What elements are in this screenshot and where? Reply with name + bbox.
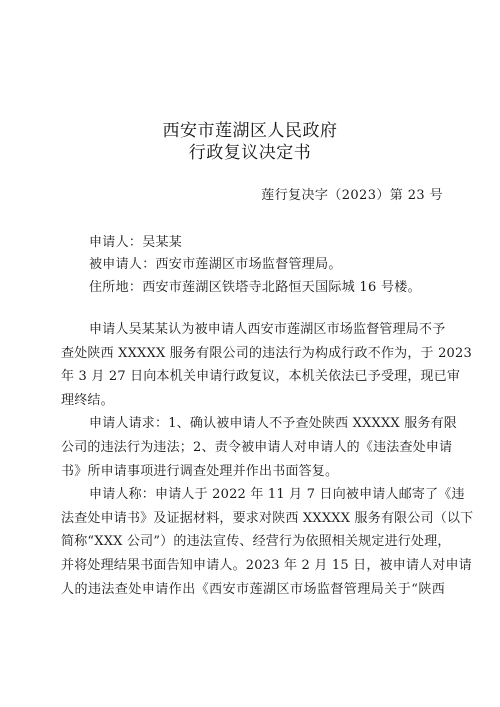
body-line: 法查处申请书》及证据材料，要求对陕西 XXXXX 服务有限公司（以下 <box>61 510 474 526</box>
document-number: 莲行复决字（2023）第 23 号 <box>261 188 443 203</box>
body-line: 年 3 月 27 日向本机关申请行政复议，本机关依法已予受理，现已审 <box>61 369 461 385</box>
body-text <box>61 318 474 601</box>
document-title-line2: 行政复议决定书 <box>188 143 312 163</box>
body-line: 人的违法查处申请作出《西安市莲湖区市场监督管理局关于“陕西 <box>61 581 445 597</box>
address-line: 住所地：西安市莲湖区铁塔寺北路恒天国际城 16 号楼。 <box>89 280 421 295</box>
body-line: 公司的违法行为违法；2、责令被申请人对申请人的《违法查处申请 <box>61 439 453 455</box>
body-line: 并将处理结果书面告知申请人。2023 年 2 月 15 日，被申请人对申请 <box>61 557 472 573</box>
body-line: 申请人请求：1、确认被申请人不予查处陕西 XXXXX 服务有限 <box>89 416 458 432</box>
respondent-line: 被申请人：西安市莲湖区市场监督管理局。 <box>89 257 342 272</box>
body-line: 书》所申请事项进行调查处理并作出书面答复。 <box>61 463 339 479</box>
document-title-line1: 西安市莲湖区人民政府 <box>162 121 338 141</box>
body-line: 简称“XXX 公司”）的违法宣传、经营行为依照相关规定进行处理， <box>61 534 451 550</box>
applicant-line: 申请人：吴某某 <box>89 235 183 250</box>
body-line: 查处陕西 XXXXX 服务有限公司的违法行为构成行政不作为，于 2023 <box>61 345 472 361</box>
body-line: 理终结。 <box>61 392 114 408</box>
body-line: 申请人吴某某认为被申请人西安市莲湖区市场监督管理局不予 <box>89 322 446 337</box>
body-line: 申请人称：申请人于 2022 年 11 月 7 日向被申请人邮寄了《违 <box>89 487 465 503</box>
